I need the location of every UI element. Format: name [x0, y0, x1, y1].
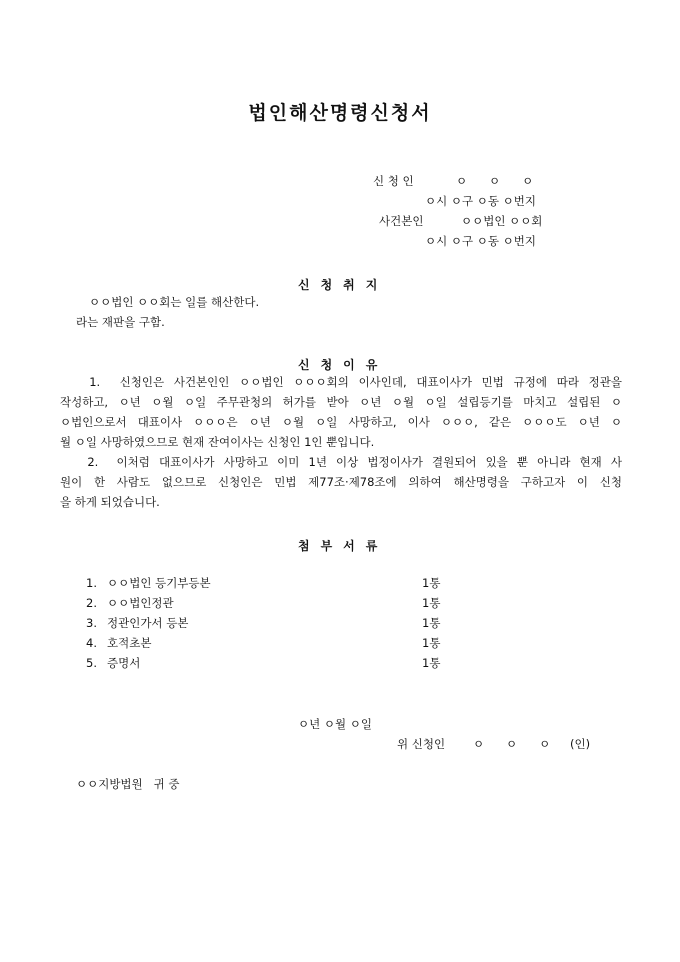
purpose-line-1: ㅇㅇ법인 ㅇㅇ회는 일를 해산한다. [89, 295, 260, 309]
attachment-no: 5. [86, 656, 97, 670]
attachment-qty: 1통 [422, 656, 441, 670]
reasons-line: 작성하고, ㅇ년 ㅇ월 ㅇ일 주무관청의 허가를 받아 ㅇ년 ㅇ월 ㅇ일 설립등기를 마치고 설립된 ㅇ [60, 395, 622, 409]
reasons-line: 2. 이처럼 대표이사가 사망하고 이미 1년 이상 법정이사가 결원되어 있을 뿐 아니라 현재 사 [60, 455, 622, 469]
attachment-qty: 1통 [422, 596, 441, 610]
signature-label: 위 신청인 [397, 737, 446, 751]
applicant-label: 신 청 인 [373, 174, 414, 188]
reasons-line: 월 ㅇ일 사망하였으므로 현재 잔여이사는 신청인 1인 뿐입니다. [60, 435, 375, 449]
applicant-address: ㅇ시 ㅇ구 ㅇ동 ㅇ번지 [425, 194, 536, 208]
attachment-qty: 1통 [422, 576, 441, 590]
purpose-line-2: 라는 재판을 구함. [76, 315, 165, 329]
court-addressee: ㅇㅇ지방법원 귀 중 [76, 777, 180, 791]
attachment-no: 3. [86, 616, 97, 630]
reasons-line: 원이 한 사람도 없으므로 신청인은 민법 제77조·제78조에 의하여 해산명령을 구하고자 이 신청 [60, 475, 622, 489]
attachment-name: ㅇㅇ법인 등기부등본 [107, 576, 211, 590]
filing-date: ㅇ년 ㅇ월 ㅇ일 [298, 717, 372, 731]
respondent-label: 사건본인 [379, 214, 424, 228]
reasons-line: 1. 신청인은 사건본인인 ㅇㅇ법인 ㅇㅇㅇ회의 이사인데, 대표이사가 민법 규정에 따라 정관을 [60, 375, 622, 389]
applicant-name: ㅇ ㅇ ㅇ [456, 174, 534, 188]
respondent-address: ㅇ시 ㅇ구 ㅇ동 ㅇ번지 [425, 234, 536, 248]
respondent-name: ㅇㅇ법인 ㅇㅇ회 [461, 214, 543, 228]
attachment-qty: 1통 [422, 636, 441, 650]
attachments-heading: 첨부서류 [298, 539, 389, 553]
attachment-name: 호적초본 [107, 636, 152, 650]
reasons-heading: 신청이유 [298, 358, 389, 372]
signature-name: ㅇ ㅇ ㅇ [473, 737, 551, 751]
reasons-line: 을 하게 되었습니다. [60, 495, 160, 509]
attachment-name: 정관인가서 등본 [107, 616, 189, 630]
attachment-no: 2. [86, 596, 97, 610]
reasons-body [60, 372, 622, 512]
purpose-heading: 신청취지 [298, 278, 389, 292]
signature-seal: (인) [570, 737, 591, 751]
attachment-qty: 1통 [422, 616, 441, 630]
attachment-no: 4. [86, 636, 97, 650]
attachment-name: 증명서 [107, 656, 141, 670]
attachment-no: 1. [86, 576, 97, 590]
document-title: 법인해산명령신청서 [248, 102, 432, 124]
attachment-name: ㅇㅇ법인정관 [107, 596, 174, 610]
reasons-line: ㅇ법인으로서 대표이사 ㅇㅇㅇ은 ㅇ년 ㅇ월 ㅇ일 사망하고, 이사 ㅇㅇㅇ, 같은 ㅇㅇㅇ도 ㅇ년 ㅇ [60, 415, 622, 429]
